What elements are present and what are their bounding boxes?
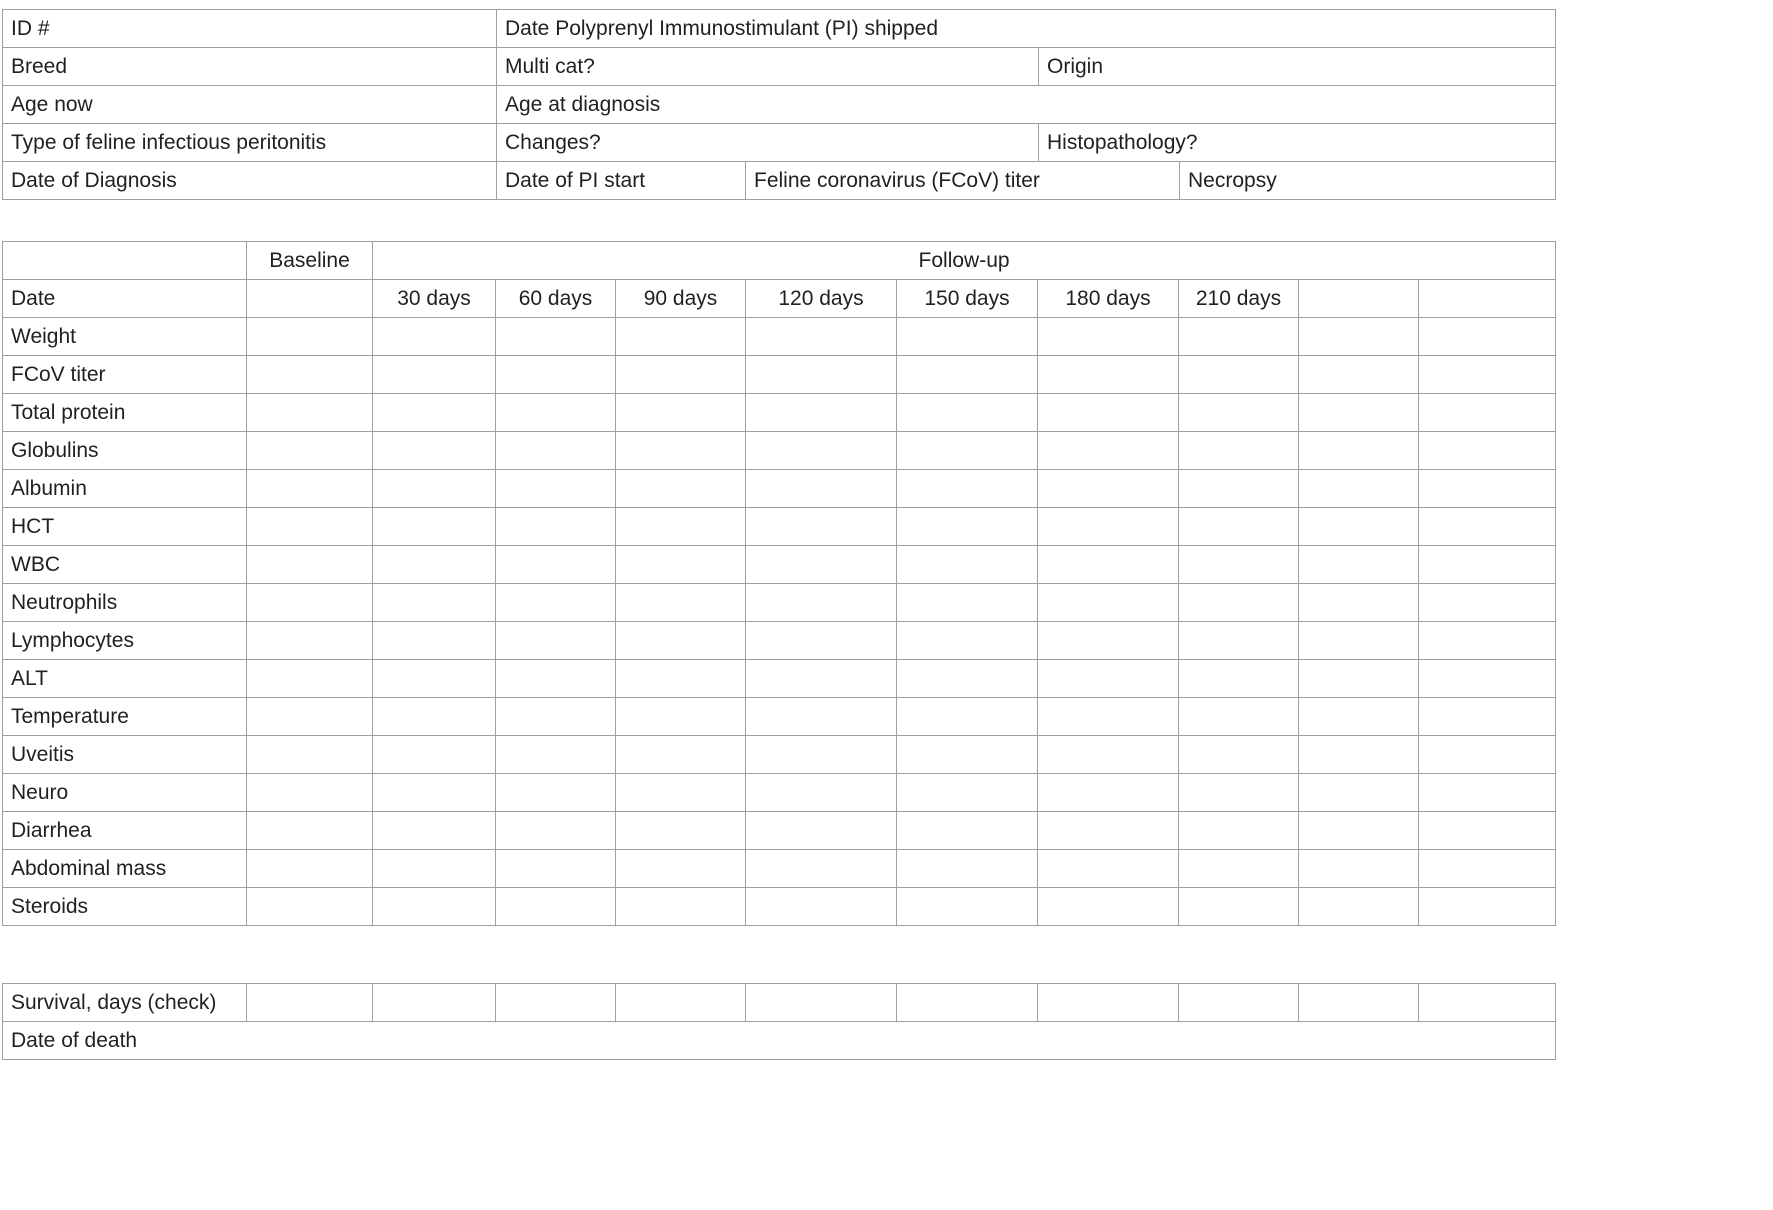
entry-cell[interactable] [1299,508,1419,546]
entry-cell[interactable] [496,356,616,394]
date-label: Date [3,280,247,318]
parameter-label: Globulins [3,432,247,470]
entry-cell[interactable] [1038,850,1179,888]
parameter-row [3,736,1556,774]
entry-cell[interactable] [247,546,373,584]
entry-cell[interactable] [1179,584,1299,622]
survival-check-cell[interactable] [1179,984,1299,1022]
entry-cell[interactable] [1299,736,1419,774]
info-row-age [3,86,1556,124]
entry-cell[interactable] [616,812,746,850]
multi-cat-label: Multi cat? [497,48,1039,86]
entry-cell[interactable] [616,850,746,888]
info-row-breed [3,48,1556,86]
entry-cell[interactable] [1038,660,1179,698]
entry-cell[interactable] [897,736,1038,774]
entry-cell[interactable] [1419,394,1556,432]
entry-cell[interactable] [373,318,496,356]
survival-table [2,983,1556,1060]
entry-cell[interactable] [496,546,616,584]
parameter-label: Lymphocytes [3,622,247,660]
parameter-label: Weight [3,318,247,356]
entry-cell[interactable] [247,470,373,508]
entry-cell[interactable] [1179,850,1299,888]
entry-cell[interactable] [1419,622,1556,660]
entry-cell[interactable] [1419,736,1556,774]
entry-cell[interactable] [1299,698,1419,736]
survival-check-cell[interactable] [247,984,373,1022]
entry-cell[interactable] [1038,546,1179,584]
header-empty-cell [3,242,247,280]
parameter-label: Temperature [3,698,247,736]
entry-cell[interactable] [1419,356,1556,394]
date-of-death-label: Date of death [3,1022,1556,1060]
entry-cell[interactable] [746,546,897,584]
necropsy-label: Necropsy [1180,162,1556,200]
entry-cell[interactable] [897,812,1038,850]
entry-cell[interactable] [1419,432,1556,470]
entry-cell[interactable] [373,812,496,850]
entry-cell[interactable] [496,888,616,926]
survival-check-cell[interactable] [616,984,746,1022]
entry-cell[interactable] [616,546,746,584]
entry-cell[interactable] [1419,888,1556,926]
entry-cell[interactable] [616,622,746,660]
entry-cell[interactable] [746,394,897,432]
age-now-label: Age now [3,86,497,124]
followup-header-row [3,242,1556,280]
entry-cell[interactable] [496,508,616,546]
entry-cell[interactable] [897,888,1038,926]
entry-cell[interactable] [746,660,897,698]
entry-cell[interactable] [616,470,746,508]
entry-cell[interactable] [496,432,616,470]
entry-cell[interactable] [1038,774,1179,812]
parameter-label: HCT [3,508,247,546]
entry-cell[interactable] [373,888,496,926]
parameter-row [3,432,1556,470]
interval-header: 210 days [1179,280,1299,318]
entry-cell[interactable] [1299,660,1419,698]
entry-cell[interactable] [616,660,746,698]
entry-cell[interactable] [897,698,1038,736]
parameter-row [3,774,1556,812]
entry-cell[interactable] [373,774,496,812]
entry-cell[interactable] [897,660,1038,698]
id-label: ID # [3,10,497,48]
entry-cell[interactable] [1179,736,1299,774]
entry-cell[interactable] [1179,432,1299,470]
parameter-label: Albumin [3,470,247,508]
entry-cell[interactable] [616,508,746,546]
entry-cell[interactable] [746,622,897,660]
entry-cell[interactable] [247,508,373,546]
parameter-label: Steroids [3,888,247,926]
entry-cell[interactable] [1419,812,1556,850]
entry-cell[interactable] [247,660,373,698]
entry-cell[interactable] [1299,318,1419,356]
entry-cell[interactable] [1419,698,1556,736]
followup-header: Follow-up [373,242,1556,280]
entry-cell[interactable] [616,394,746,432]
entry-cell[interactable] [746,432,897,470]
survival-check-cell[interactable] [897,984,1038,1022]
interval-header: 150 days [897,280,1038,318]
entry-cell[interactable] [1038,698,1179,736]
entry-cell[interactable] [1038,508,1179,546]
entry-cell[interactable] [897,394,1038,432]
entry-cell[interactable] [247,736,373,774]
survival-check-cell[interactable] [1038,984,1179,1022]
survival-check-cell[interactable] [746,984,897,1022]
entry-cell[interactable] [746,356,897,394]
entry-cell[interactable] [1038,812,1179,850]
fip-type-label: Type of feline infectious peritonitis [3,124,497,162]
entry-cell[interactable] [247,318,373,356]
entry-cell[interactable] [746,774,897,812]
survival-check-cell[interactable] [1299,984,1419,1022]
entry-cell[interactable] [373,508,496,546]
entry-cell[interactable] [373,470,496,508]
interval-header [1419,280,1556,318]
entry-cell[interactable] [897,584,1038,622]
entry-cell[interactable] [897,470,1038,508]
parameter-row [3,470,1556,508]
entry-cell[interactable] [1038,888,1179,926]
parameter-row [3,850,1556,888]
entry-cell[interactable] [746,470,897,508]
changes-label: Changes? [497,124,1039,162]
entry-cell[interactable] [1299,394,1419,432]
entry-cell[interactable] [373,546,496,584]
entry-cell[interactable] [1179,622,1299,660]
date-row [3,280,1556,318]
survival-label: Survival, days (check) [3,984,247,1022]
parameter-label: Abdominal mass [3,850,247,888]
entry-cell[interactable] [616,356,746,394]
entry-cell[interactable] [1299,546,1419,584]
entry-cell[interactable] [496,622,616,660]
parameter-row [3,584,1556,622]
entry-cell[interactable] [1038,584,1179,622]
entry-cell[interactable] [897,432,1038,470]
entry-cell[interactable] [616,888,746,926]
parameter-row [3,394,1556,432]
entry-cell[interactable] [247,432,373,470]
histopathology-label: Histopathology? [1039,124,1556,162]
baseline-date-cell[interactable] [247,280,373,318]
entry-cell[interactable] [1299,812,1419,850]
entry-cell[interactable] [1038,394,1179,432]
entry-cell[interactable] [1299,888,1419,926]
entry-cell[interactable] [746,888,897,926]
entry-cell[interactable] [1179,470,1299,508]
entry-cell[interactable] [1419,774,1556,812]
entry-cell[interactable] [496,394,616,432]
entry-cell[interactable] [1419,546,1556,584]
interval-header: 30 days [373,280,496,318]
entry-cell[interactable] [373,698,496,736]
parameter-row [3,508,1556,546]
interval-header: 60 days [496,280,616,318]
entry-cell[interactable] [247,622,373,660]
entry-cell[interactable] [1419,584,1556,622]
entry-cell[interactable] [1179,546,1299,584]
interval-header [1299,280,1419,318]
entry-cell[interactable] [1299,584,1419,622]
entry-cell[interactable] [496,774,616,812]
survival-check-cell[interactable] [1419,984,1556,1022]
entry-cell[interactable] [1179,698,1299,736]
entry-cell[interactable] [616,774,746,812]
date-of-diagnosis-label: Date of Diagnosis [3,162,497,200]
entry-cell[interactable] [247,812,373,850]
entry-cell[interactable] [1419,850,1556,888]
entry-cell[interactable] [1038,356,1179,394]
entry-cell[interactable] [496,584,616,622]
entry-cell[interactable] [496,812,616,850]
survival-row [3,984,1556,1022]
entry-cell[interactable] [1038,470,1179,508]
entry-cell[interactable] [616,432,746,470]
entry-cell[interactable] [1419,470,1556,508]
entry-cell[interactable] [897,850,1038,888]
entry-cell[interactable] [373,584,496,622]
entry-cell[interactable] [247,850,373,888]
survival-check-cell[interactable] [496,984,616,1022]
entry-cell[interactable] [1179,508,1299,546]
entry-cell[interactable] [897,318,1038,356]
parameter-label: Diarrhea [3,812,247,850]
entry-cell[interactable] [1299,470,1419,508]
info-row-id [3,10,1556,48]
breed-label: Breed [3,48,497,86]
parameter-row [3,698,1556,736]
parameter-row [3,622,1556,660]
entry-cell[interactable] [616,584,746,622]
entry-cell[interactable] [496,736,616,774]
parameter-row [3,660,1556,698]
entry-cell[interactable] [1419,660,1556,698]
parameter-row [3,888,1556,926]
interval-header: 90 days [616,280,746,318]
entry-cell[interactable] [496,470,616,508]
parameter-label: Uveitis [3,736,247,774]
entry-cell[interactable] [373,394,496,432]
parameter-label: Total protein [3,394,247,432]
entry-cell[interactable] [247,394,373,432]
entry-cell[interactable] [1179,888,1299,926]
entry-cell[interactable] [373,356,496,394]
entry-cell[interactable] [746,850,897,888]
entry-cell[interactable] [373,432,496,470]
survival-check-cell[interactable] [373,984,496,1022]
entry-cell[interactable] [746,736,897,774]
info-row-type [3,124,1556,162]
entry-cell[interactable] [746,812,897,850]
entry-cell[interactable] [1038,432,1179,470]
fcov-titer-label: Feline coronavirus (FCoV) titer [746,162,1180,200]
entry-cell[interactable] [1179,660,1299,698]
origin-label: Origin [1039,48,1556,86]
entry-cell[interactable] [496,660,616,698]
info-row-diagnosis [3,162,1556,200]
entry-cell[interactable] [496,850,616,888]
parameter-label: WBC [3,546,247,584]
patient-info-table [2,9,1556,200]
entry-cell[interactable] [897,508,1038,546]
interval-header: 120 days [746,280,897,318]
entry-cell[interactable] [616,318,746,356]
entry-cell[interactable] [1179,356,1299,394]
parameter-label: Neuro [3,774,247,812]
entry-cell[interactable] [897,774,1038,812]
entry-cell[interactable] [373,622,496,660]
age-at-diagnosis-label: Age at diagnosis [497,86,1556,124]
parameter-row [3,318,1556,356]
entry-cell[interactable] [496,698,616,736]
parameter-row [3,356,1556,394]
entry-cell[interactable] [247,698,373,736]
entry-cell[interactable] [897,622,1038,660]
entry-cell[interactable] [496,318,616,356]
entry-cell[interactable] [1179,394,1299,432]
entry-cell[interactable] [1299,774,1419,812]
entry-cell[interactable] [1299,356,1419,394]
followup-table [2,241,1556,926]
parameter-label: Neutrophils [3,584,247,622]
interval-header: 180 days [1038,280,1179,318]
date-pi-start-label: Date of PI start [497,162,746,200]
entry-cell[interactable] [373,736,496,774]
parameter-label: FCoV titer [3,356,247,394]
entry-cell[interactable] [1179,318,1299,356]
entry-cell[interactable] [616,698,746,736]
entry-cell[interactable] [247,356,373,394]
entry-cell[interactable] [1038,318,1179,356]
entry-cell[interactable] [1419,318,1556,356]
date-of-death-row [3,1022,1556,1060]
entry-cell[interactable] [1299,850,1419,888]
entry-cell[interactable] [1299,622,1419,660]
date-pi-shipped-label: Date Polyprenyl Immunostimulant (PI) shipped [497,10,1556,48]
parameter-row [3,812,1556,850]
parameter-label: ALT [3,660,247,698]
entry-cell[interactable] [1038,622,1179,660]
entry-cell[interactable] [746,584,897,622]
entry-cell[interactable] [247,888,373,926]
entry-cell[interactable] [1299,432,1419,470]
entry-cell[interactable] [373,850,496,888]
entry-cell[interactable] [373,660,496,698]
entry-cell[interactable] [897,356,1038,394]
parameter-row [3,546,1556,584]
entry-cell[interactable] [1179,812,1299,850]
entry-cell[interactable] [746,508,897,546]
entry-cell[interactable] [1038,736,1179,774]
entry-cell[interactable] [746,318,897,356]
entry-cell[interactable] [746,698,897,736]
entry-cell[interactable] [616,736,746,774]
entry-cell[interactable] [897,546,1038,584]
entry-cell[interactable] [1179,774,1299,812]
entry-cell[interactable] [247,584,373,622]
entry-cell[interactable] [247,774,373,812]
entry-cell[interactable] [1419,508,1556,546]
baseline-header: Baseline [247,242,373,280]
